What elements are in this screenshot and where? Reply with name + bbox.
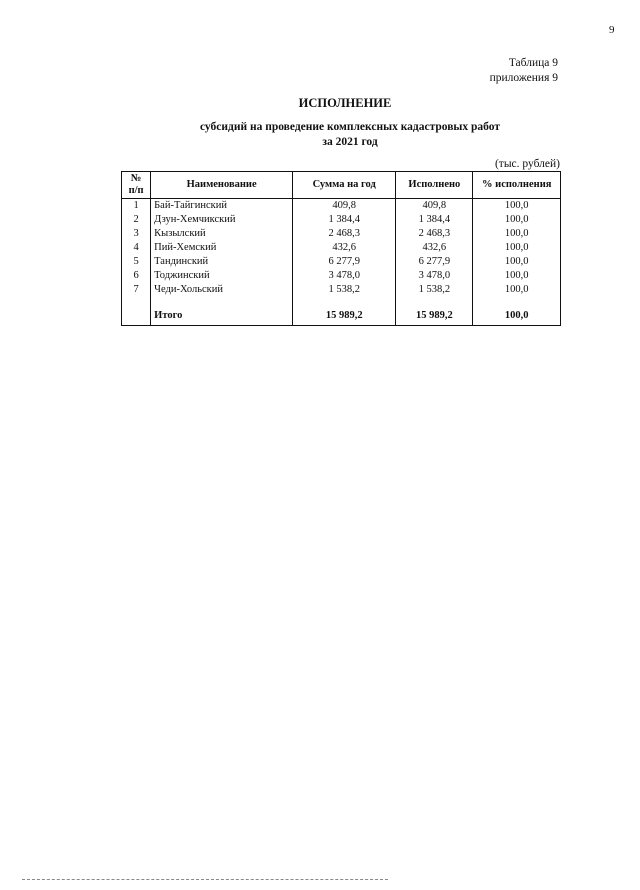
row-sum: 2 468,3: [293, 227, 396, 241]
row-number: 7: [122, 283, 151, 297]
row-done: 1 384,4: [396, 213, 473, 227]
row-sum: 1 538,2: [293, 283, 396, 297]
header-done: Исполнено: [396, 172, 473, 199]
row-number: 2: [122, 213, 151, 227]
footer-divider: [22, 879, 388, 880]
header-number: [122, 172, 151, 199]
row-number: 3: [122, 227, 151, 241]
table-reference: [490, 56, 558, 86]
row-done: 432,6: [396, 241, 473, 255]
table-spacer-row: [122, 297, 561, 307]
row-name: Кызылский: [151, 227, 293, 241]
row-percent: 100,0: [473, 269, 561, 283]
total-label: Итого: [151, 307, 293, 326]
row-done: 1 538,2: [396, 283, 473, 297]
document-title: ИСПОЛНЕНИЕ: [298, 96, 392, 110]
table-reference-line2: приложения 9: [489, 72, 558, 84]
row-percent: 100,0: [473, 283, 561, 297]
row-number: 6: [122, 269, 151, 283]
subtitle-line1: субсидий на проведение комплексных кадастровых работ: [199, 121, 501, 133]
row-percent: 100,0: [473, 199, 561, 214]
units-label: (тыс. рублей): [494, 158, 560, 170]
row-percent: 100,0: [473, 213, 561, 227]
header-name: Наименование: [151, 172, 293, 199]
table-total-row: [122, 307, 561, 326]
document-subtitle: [190, 120, 510, 150]
row-done: 3 478,0: [396, 269, 473, 283]
header-number-line1: №: [130, 173, 142, 184]
row-sum: 1 384,4: [293, 213, 396, 227]
header-sum: Сумма на год: [293, 172, 396, 199]
table-row: [122, 213, 561, 227]
row-sum: 409,8: [293, 199, 396, 214]
row-percent: 100,0: [473, 227, 561, 241]
table-row: [122, 255, 561, 269]
row-sum: 432,6: [293, 241, 396, 255]
table-row: [122, 227, 561, 241]
row-name: Дзун-Хемчикский: [151, 213, 293, 227]
row-name: Пий-Хемский: [151, 241, 293, 255]
row-sum: 6 277,9: [293, 255, 396, 269]
row-done: 2 468,3: [396, 227, 473, 241]
total-done: 15 989,2: [396, 307, 473, 326]
table-row: [122, 241, 561, 255]
row-percent: 100,0: [473, 255, 561, 269]
table-row: [122, 283, 561, 297]
total-number: [122, 307, 151, 326]
row-number: 4: [122, 241, 151, 255]
row-name: Чеди-Хольский: [151, 283, 293, 297]
table-row: [122, 199, 561, 214]
row-done: 6 277,9: [396, 255, 473, 269]
table-row: [122, 269, 561, 283]
subtitle-line2: за 2021 год: [322, 136, 378, 148]
header-number-line2: п/п: [128, 185, 144, 196]
row-name: Бай-Тайгинский: [151, 199, 293, 214]
row-name: Тоджинский: [151, 269, 293, 283]
total-sum: 15 989,2: [293, 307, 396, 326]
row-done: 409,8: [396, 199, 473, 214]
row-percent: 100,0: [473, 241, 561, 255]
row-sum: 3 478,0: [293, 269, 396, 283]
table-reference-line1: Таблица 9: [508, 57, 558, 69]
table-header-row: [122, 172, 561, 199]
header-percent: % исполнения: [473, 172, 561, 199]
row-number: 1: [122, 199, 151, 214]
page-number: 9: [609, 24, 615, 36]
total-percent: 100,0: [473, 307, 561, 326]
row-name: Тандинский: [151, 255, 293, 269]
row-number: 5: [122, 255, 151, 269]
subsidy-table: [121, 171, 561, 326]
